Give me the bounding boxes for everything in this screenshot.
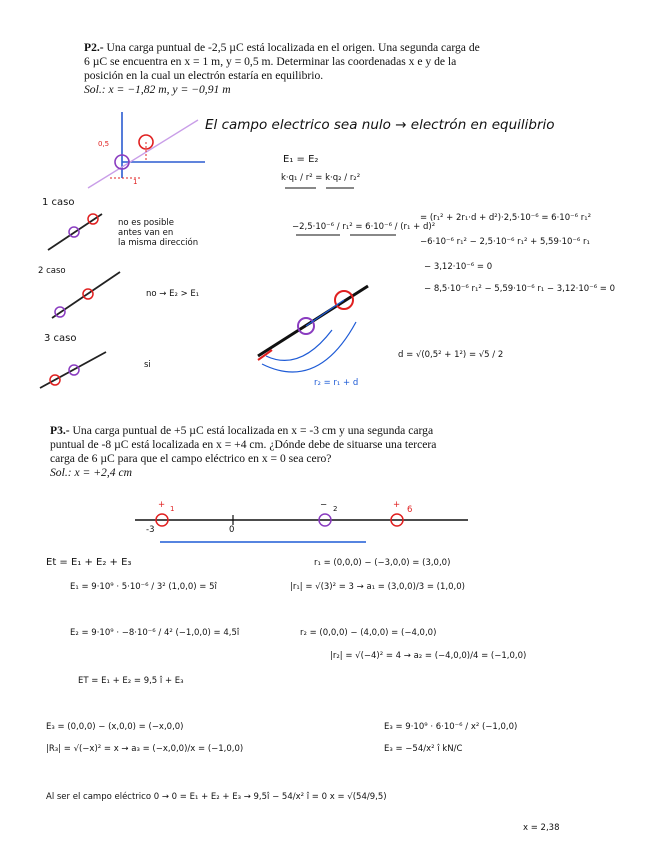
p2-d-eq: d = √(0,5² + 1²) = √5 / 2 xyxy=(398,350,504,360)
p3-mod3: |R₃| = √(−x)² = x → a₃ = (−x,0,0)/x = (−1,0,0) xyxy=(46,744,244,754)
p3-et: Et = E₁ + E₂ + E₃ xyxy=(46,557,132,568)
p2-eq2: k·q₁ / r² = k·q₂ / r₂² xyxy=(281,173,361,183)
p2-line2: 6 µC se encuentra en x = 1 m, y = 0,5 m. Determinar las coordenadas x e y de la xyxy=(84,55,457,68)
p3-solution: Sol.: x = +2,4 cm xyxy=(50,466,132,479)
p2-expand4: − 8,5·10⁻⁶ r₁² − 5,59·10⁻⁶ r₁ − 3,12·10⁻⁶ = 0 xyxy=(424,284,616,294)
q1-sign: + xyxy=(158,500,166,510)
p3-label: P3.- xyxy=(50,424,70,437)
p3-r3: E₃ = (0,0,0) − (x,0,0) = (−x,0,0) xyxy=(46,722,184,732)
p2-line3: posición en la cual un electrón estaría en equilibrio. xyxy=(84,69,324,82)
p2-eq1: E₁ = E₂ xyxy=(283,154,319,165)
p3-mod1: |r₁| = √(3)² = 3 → a₁ = (3,0,0)/3 = (1,0,0) xyxy=(290,582,465,592)
case1-note-1: no es posible xyxy=(118,218,175,228)
axis-left-label: -3 xyxy=(146,525,155,535)
p2-r2-eq: r₂ = r₁ + d xyxy=(314,378,359,388)
p2-eq3: −2,5·10⁻⁶ / r₁² = 6·10⁻⁶ / (r₁ + d)² xyxy=(292,222,436,232)
p2-line1: Una carga puntual de -2,5 µC está localizada en el origen. Una segunda carga de xyxy=(103,41,480,54)
axis-zero-label: 0 xyxy=(229,525,235,535)
case2-note: no → E₂ > E₁ xyxy=(146,289,200,299)
p2-expand3: − 3,12·10⁻⁶ = 0 xyxy=(424,262,493,272)
case2-label: 2 caso xyxy=(38,266,66,276)
p2-expand1: = (r₁² + 2r₁·d + d²)·2,5·10⁻⁶ = 6·10⁻⁶ r₁² xyxy=(420,213,592,223)
q2-sign: − xyxy=(320,500,328,510)
p3-r2: r₂ = (0,0,0) − (4,0,0) = (−4,0,0) xyxy=(300,628,437,638)
p3-mod2: |r₂| = √(−4)² = 4 → a₂ = (−4,0,0)/4 = (−1,0,0) xyxy=(330,651,527,661)
p3-e3: E₃ = 9·10⁹ · 6·10⁻⁶ / x² (−1,0,0) xyxy=(384,722,518,732)
p3-r1: r₁ = (0,0,0) − (−3,0,0) = (3,0,0) xyxy=(314,558,451,568)
p3-line2: puntual de -8 µC está localizada en x = +4 cm. ¿Dónde debe de situarse una tercera xyxy=(50,438,437,451)
p2-expand2: −6·10⁻⁶ r₁² − 2,5·10⁻⁶ r₁² + 5,59·10⁻⁶ r₁ xyxy=(420,237,590,247)
case1-note-2: antes van en xyxy=(118,228,174,238)
case3-label: 3 caso xyxy=(44,333,77,344)
case1-note-3: la misma dirección xyxy=(118,238,199,248)
p3-line3: carga de 6 µC para que el campo eléctrico en x = 0 sea cero? xyxy=(50,452,332,465)
p3-e2: E₂ = 9·10⁹ · −8·10⁻⁶ / 4² (−1,0,0) = 4,5î xyxy=(70,628,240,638)
p3-line1: Una carga puntual de +5 µC está localizada en x = -3 cm y una segunda carga xyxy=(69,424,434,437)
axis-mark-a: 0,5 xyxy=(98,140,110,148)
p3-e1: E₁ = 9·10⁹ · 5·10⁻⁶ / 3² (1,0,0) = 5î xyxy=(70,582,217,592)
case1-label: 1 caso xyxy=(42,197,75,208)
axis-mark-b: 1 xyxy=(133,178,138,186)
q1-num: 1 xyxy=(170,505,175,513)
p3-statement xyxy=(50,424,550,480)
q2-num: 2 xyxy=(333,505,338,513)
p3-e3b: E₃ = −54/x² î kN/C xyxy=(384,744,463,754)
p3-et2: ET = E₁ + E₂ = 9,5 î + E₃ xyxy=(78,676,184,686)
p2-label: P2.- xyxy=(84,41,104,54)
p2-heading: El campo electrico sea nulo → electrón en equilibrio xyxy=(205,117,555,133)
p3-answer: x = 2,38 xyxy=(523,823,560,833)
q3-sign: + xyxy=(393,500,401,510)
p3-final: Al ser el campo eléctrico 0 → 0 = E₁ + E₂ + E₃ → 9,5î − 54/x² î = 0 x = √(54/9,5) xyxy=(46,792,387,802)
q3-num: 6 xyxy=(407,505,413,515)
case3-note: si xyxy=(144,360,151,370)
p2-solution: Sol.: x = −1,82 m, y = −0,91 m xyxy=(84,83,231,96)
